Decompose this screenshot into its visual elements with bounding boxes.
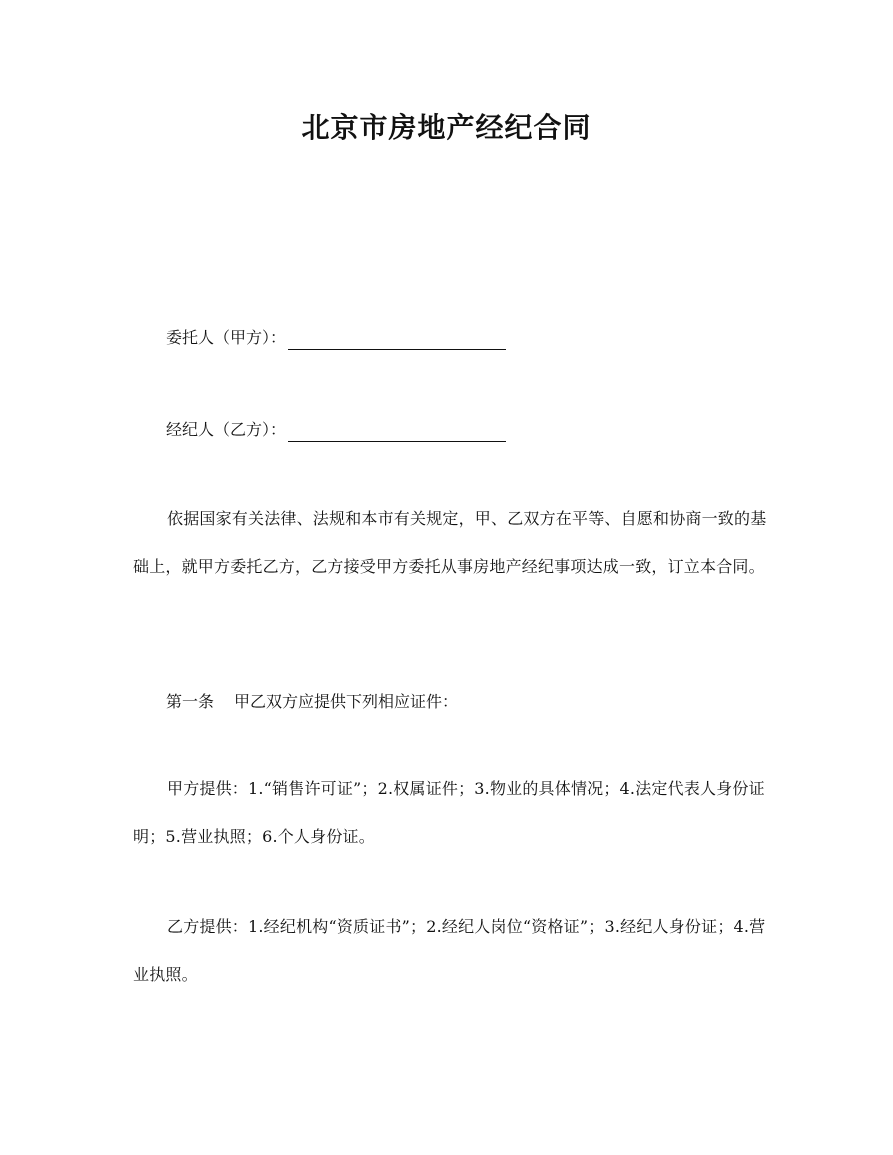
preamble-paragraph: 依据国家有关法律、法规和本市有关规定，甲、乙双方在平等、自愿和协商一致的基础上，就甲方委托乙方，乙方接受甲方委托从事房地产经纪事项达成一致，订立本合同。 [133, 509, 767, 576]
party-b-field [166, 418, 506, 442]
party-a-documents-paragraph: 甲方提供：1.“销售许可证”；2.权属证件；3.物业的具体情况；4.法定代表人身份证明；5.营业执照；6.个人身份证。 [133, 779, 765, 846]
article-1-heading [166, 690, 458, 714]
party-a-field [166, 326, 506, 350]
party-b-blank-line [288, 423, 506, 442]
party-b-label: 经纪人（乙方）： [166, 420, 287, 439]
party-a-blank-line [288, 331, 506, 350]
article-1-text: 甲乙双方应提供下列相应证件： [234, 692, 459, 711]
document-title: 北京市房地产经纪合同 [301, 111, 592, 144]
party-a-label: 委托人（甲方）： [166, 328, 287, 347]
party-b-documents-paragraph: 乙方提供：1.经纪机构“资质证书”；2.经纪人岗位“资格证”；3.经纪人身份证；4.营业执照。 [133, 917, 766, 984]
article-1-number: 第一条 [166, 692, 215, 711]
